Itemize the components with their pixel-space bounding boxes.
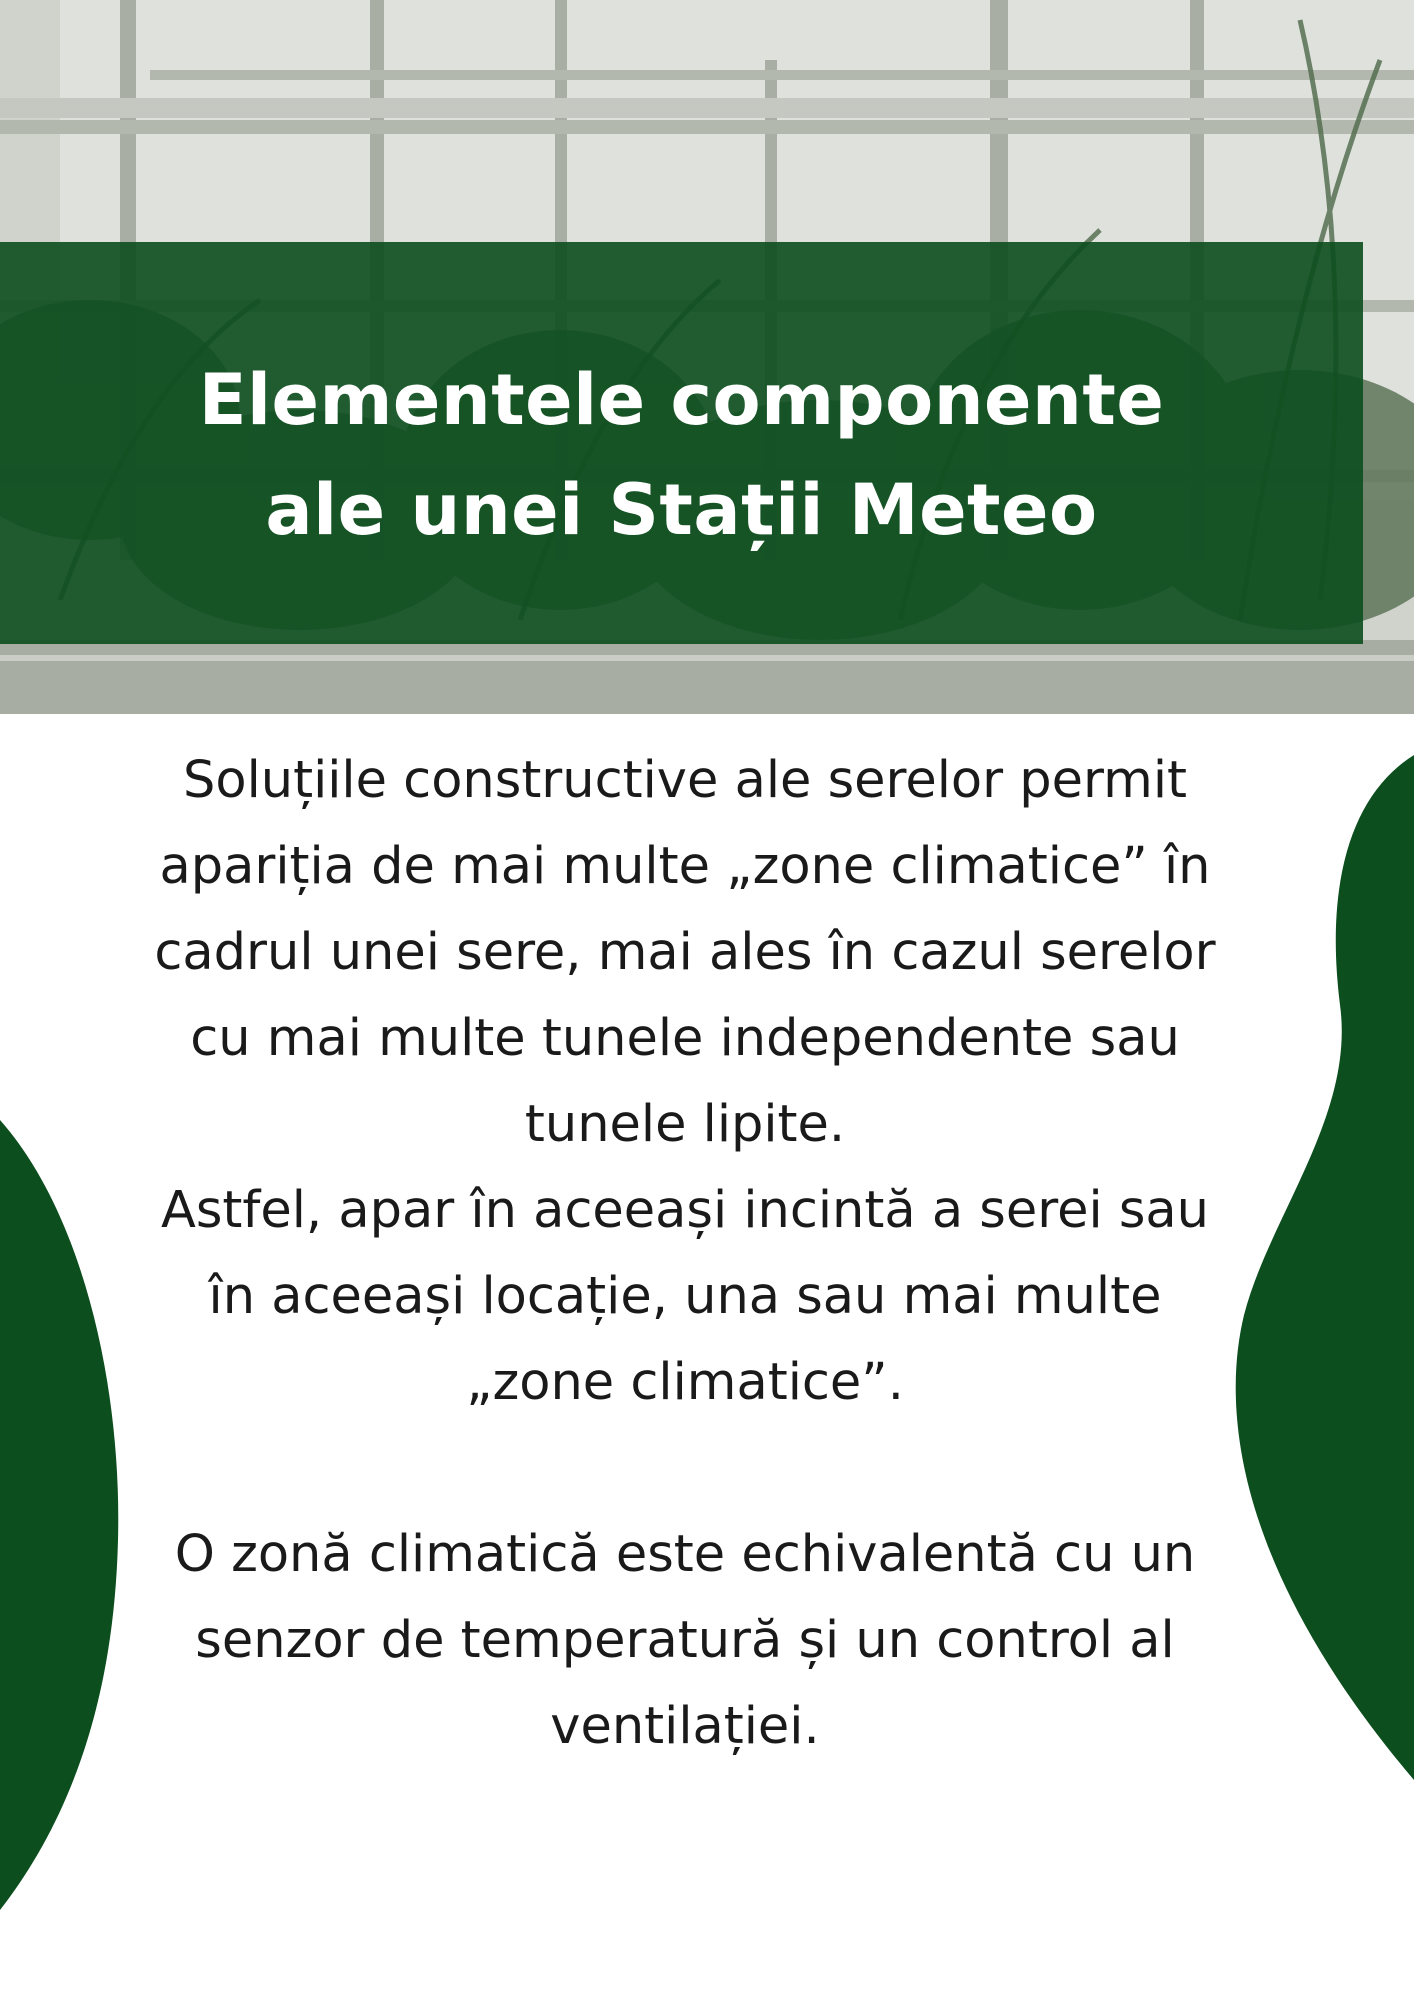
paragraph-zones: Soluțiile constructive ale serelor permit apariția de mai multe „zone climatice” în cadrul unei sere, mai ales în cazul serelor cu mai multe tunele independente sau tunele lipite. [154,751,1216,1154]
decorative-blob-right [1230,755,1414,1780]
body-text [130,738,1240,1770]
paragraph-definition: O zonă climatică este echivalentă cu un senzor de temperatură și un control al ventilației. [174,1525,1196,1756]
greenhouse-hero-photo [0,0,1414,714]
title-line-1: Elementele componente [198,359,1165,441]
title-line-2: ale unei Stații Meteo [265,469,1098,551]
decorative-blob-left [0,1120,130,1910]
page-title [0,345,1363,565]
paragraph-consequence: Astfel, apar în aceeași incintă a serei sau în aceeași locație, una sau mai multe „zone climatice”. [160,1181,1210,1412]
paragraph-spacer [130,1426,1240,1512]
